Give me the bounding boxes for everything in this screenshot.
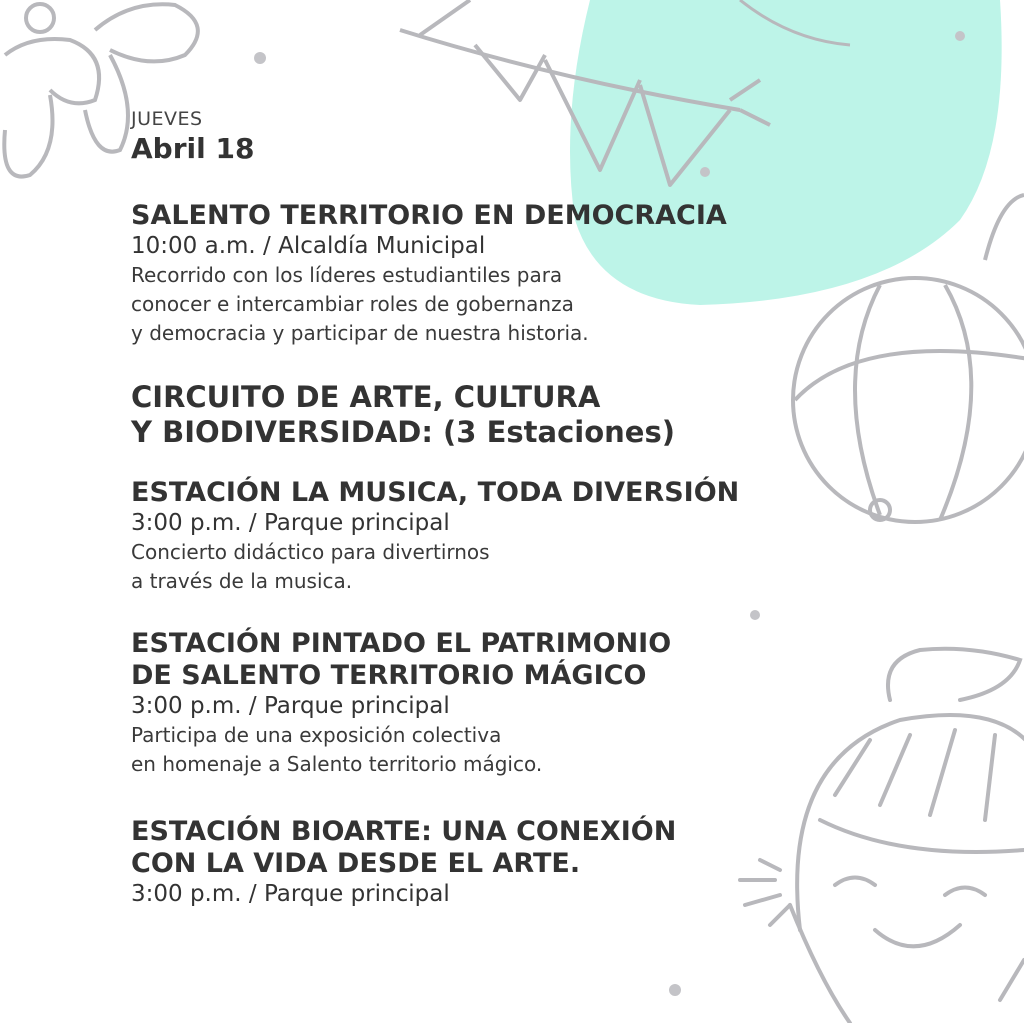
- station-time-place: 3:00 p.m. / Parque principal: [131, 881, 450, 907]
- station-description: Participa de una exposición colectiva en homenaje a Salento territorio mágico.: [131, 723, 543, 776]
- station-bioarte: [131, 816, 676, 909]
- station-description: Concierto didáctico para divertirnos a través de la musica.: [131, 540, 490, 593]
- station-time-place: 3:00 p.m. / Parque principal: [131, 693, 450, 719]
- event-time-place: 10:00 a.m. / Alcaldía Municipal: [131, 233, 486, 259]
- date-heading: Abril 18: [131, 132, 255, 165]
- station-patrimonio: [131, 628, 671, 779]
- event-democracia: [131, 200, 727, 348]
- circuit-title: CIRCUITO DE ARTE, CULTURA Y BIODIVERSIDAD: (3 Estaciones): [131, 380, 675, 449]
- child-face-icon: [740, 649, 1024, 1023]
- station-time-place: 3:00 p.m. / Parque principal: [131, 510, 450, 536]
- station-title: ESTACIÓN LA MUSICA, TODA DIVERSIÓN: [131, 477, 740, 508]
- circuit-heading: [131, 380, 675, 450]
- station-musica: [131, 477, 739, 596]
- day-label: JUEVES: [131, 108, 203, 130]
- station-title: ESTACIÓN PINTADO EL PATRIMONIO DE SALENTO TERRITORIO MÁGICO: [131, 628, 672, 691]
- event-description: Recorrido con los líderes estudiantiles para conocer e intercambiar roles de gobernanza y democracia y participar de nuestra historia.: [131, 263, 589, 345]
- station-title: ESTACIÓN BIOARTE: UNA CONEXIÓN CON LA VIDA DESDE EL ARTE.: [131, 816, 677, 879]
- event-title: SALENTO TERRITORIO EN DEMOCRACIA: [131, 200, 727, 231]
